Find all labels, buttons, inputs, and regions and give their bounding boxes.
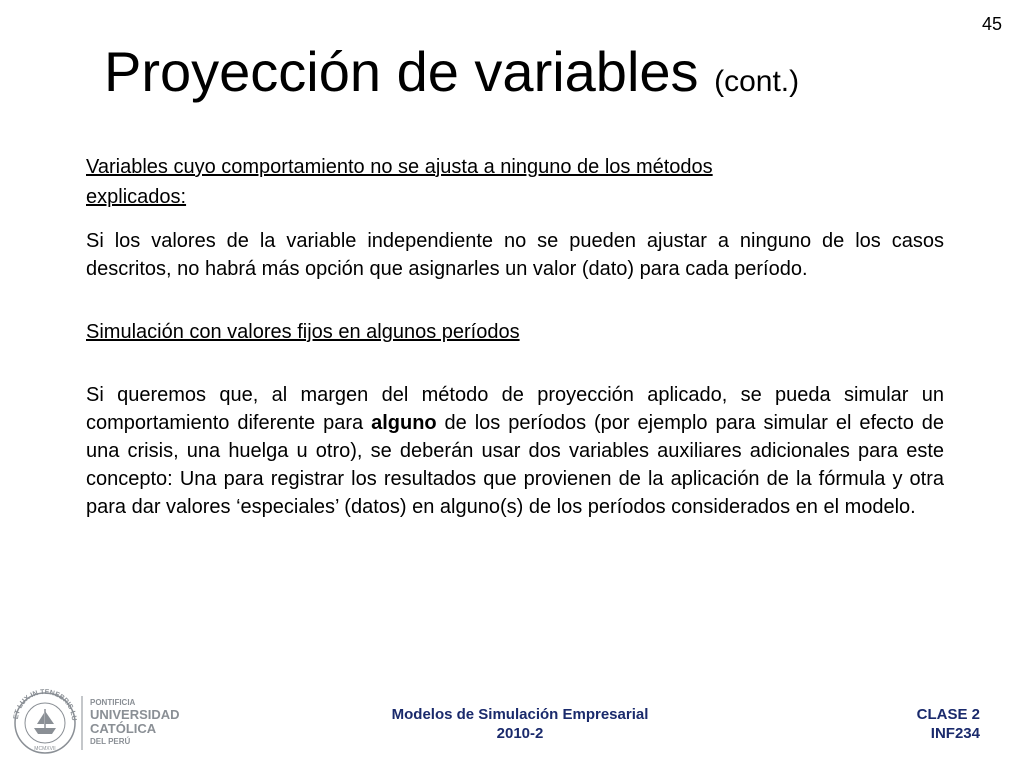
logo-line-4: DEL PERÚ xyxy=(90,737,131,746)
paragraph-2 xyxy=(86,381,944,521)
subheading-1-line2: explicados: xyxy=(86,186,187,208)
paragraph-2-start: Si queremos que, al margen del método de proyección aplicado, se pueda simular un comportamiento diferente para xyxy=(86,384,944,434)
university-logo xyxy=(10,686,200,756)
footer-class-label: CLASE 2 xyxy=(916,706,980,723)
title-main: Proyección de variables xyxy=(104,40,699,103)
logo-line-2: UNIVERSIDAD xyxy=(90,707,180,722)
footer-course-name: Modelos de Simulación Empresarial xyxy=(391,706,649,723)
footer-course-code: INF234 xyxy=(930,725,980,742)
footer-class-info xyxy=(917,705,980,743)
page-number: 45 xyxy=(981,14,1002,34)
seal-motto: ET LUX IN TENEBRIS LU xyxy=(12,688,78,722)
paragraph-2-bold: alguno xyxy=(371,412,437,434)
footer-term: 2010-2 xyxy=(496,725,544,742)
subheading-1 xyxy=(86,152,806,212)
logo-line-1: PONTIFICIA xyxy=(90,698,136,707)
seal-year: MCMXVII xyxy=(34,746,56,752)
title-suffix: (cont.) xyxy=(714,65,800,98)
slide-content xyxy=(86,152,944,521)
subheading-2: Simulación con valores fijos en algunos períodos xyxy=(86,321,520,343)
paragraph-1: Si los valores de la variable independiente no se pueden ajustar a ninguno de los casos descritos, no habrá más opción que asignarles un valor (dato) para cada período. xyxy=(86,230,944,280)
paragraph-2-end: de los períodos (por ejemplo para simular el efecto de una crisis, una huelga u otro), se deberán usar dos variables auxiliares adicionales para este concepto: Una para registrar los resultados que provienen de la aplicación de la fórmula y otra para dar valores ‘especiales’ (datos) en alguno(s) de los períodos considerados en el modelo. xyxy=(86,412,945,518)
university-seal-icon xyxy=(10,686,200,756)
subheading-1-line1: Variables cuyo comportamiento no se ajusta a ninguno de los métodos xyxy=(86,156,713,178)
slide-title xyxy=(104,40,800,103)
logo-line-3: CATÓLICA xyxy=(90,721,157,736)
footer-course-info xyxy=(360,705,680,743)
